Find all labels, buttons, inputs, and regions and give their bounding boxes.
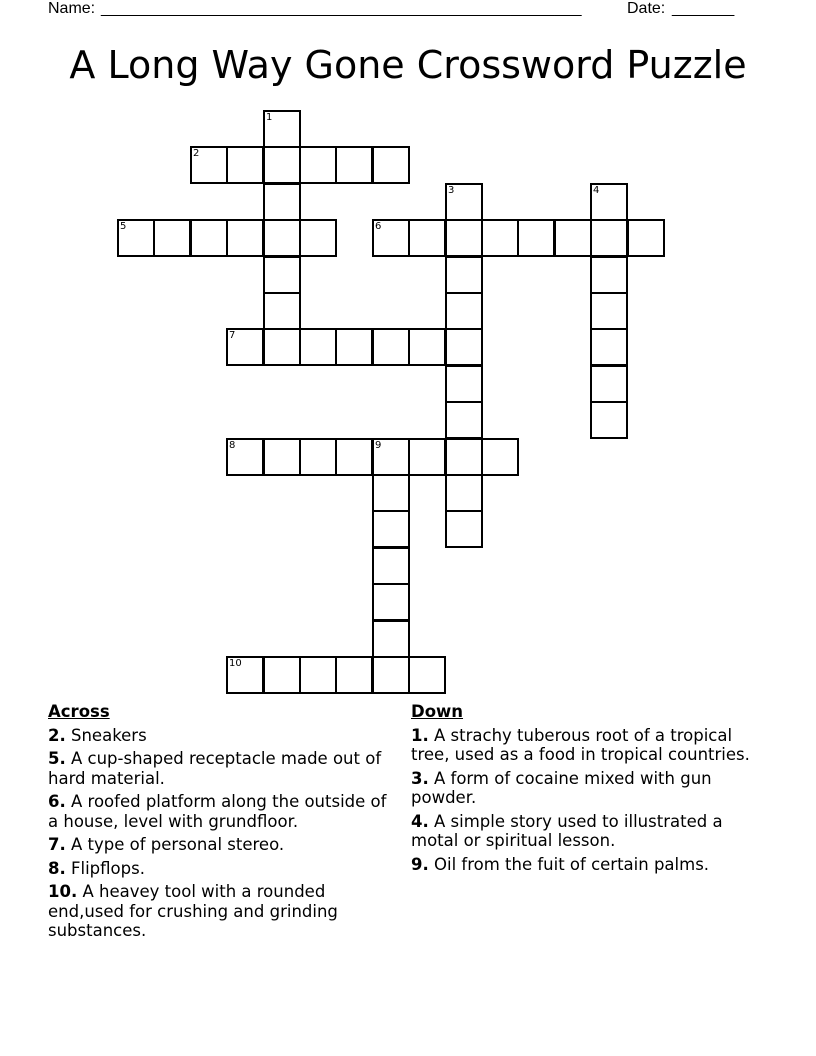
clue-across-2	[48, 726, 393, 746]
clue-number: 1.	[411, 725, 429, 745]
clue-across-8	[48, 859, 393, 879]
crossword-cell[interactable]	[590, 292, 628, 330]
crossword-cell[interactable]	[372, 583, 410, 621]
name-label: Name:	[48, 0, 96, 17]
crossword-cell[interactable]	[372, 474, 410, 512]
clue-text: A simple story used to illustrated a motal or spiritual lesson.	[411, 811, 723, 850]
crossword-cell[interactable]	[372, 219, 410, 257]
clue-number: 5.	[48, 749, 66, 768]
name-blank[interactable]: ______________________________________________________	[101, 0, 582, 17]
page-title: A Long Way Gone Crossword Puzzle	[69, 43, 747, 87]
crossword-cell[interactable]	[372, 656, 410, 694]
crossword-cell[interactable]	[445, 510, 483, 548]
crossword-cell[interactable]	[372, 547, 410, 585]
clue-text: A cup-shaped receptacle made out of hard material.	[48, 749, 382, 788]
crossword-cell[interactable]	[226, 656, 264, 694]
down-heading: Down	[411, 702, 464, 721]
date-blank[interactable]: _______	[672, 0, 735, 17]
crossword-cell[interactable]	[190, 146, 228, 184]
clue-number: 6.	[48, 792, 66, 811]
crossword-cell[interactable]	[445, 474, 483, 512]
cell-number: 4	[593, 185, 600, 196]
crossword-cell[interactable]	[263, 219, 301, 257]
crossword-cell[interactable]	[190, 219, 228, 257]
clue-text: Flipflops.	[71, 858, 145, 878]
cell-number: 1	[266, 112, 273, 123]
cell-number: 5	[120, 221, 127, 232]
crossword-cell[interactable]	[299, 146, 337, 184]
clue-text: Oil from the fuit of certain palms.	[434, 854, 710, 874]
crossword-cell[interactable]	[590, 401, 628, 439]
crossword-cell[interactable]	[590, 256, 628, 294]
crossword-cell[interactable]	[299, 656, 337, 694]
crossword-cell[interactable]	[335, 146, 373, 184]
down-clues	[411, 702, 771, 878]
crossword-cell[interactable]	[299, 328, 337, 366]
clue-across-5	[48, 749, 393, 788]
cell-number: 8	[229, 440, 236, 451]
crossword-cell[interactable]	[263, 328, 301, 366]
clue-text: A roofed platform along the outside of a house, level with grundfloor.	[48, 792, 387, 831]
crossword-cell[interactable]	[263, 256, 301, 294]
cell-number: 9	[375, 440, 382, 451]
crossword-cell[interactable]	[627, 219, 665, 257]
crossword-cell[interactable]	[445, 292, 483, 330]
crossword-cell[interactable]	[408, 328, 446, 366]
crossword-cell[interactable]	[372, 328, 410, 366]
across-clues	[48, 702, 393, 945]
crossword-cell[interactable]	[445, 219, 483, 257]
clue-down-1	[411, 726, 771, 765]
crossword-cell[interactable]	[445, 183, 483, 221]
crossword-cell[interactable]	[590, 365, 628, 403]
clue-text: A form of cocaine mixed with gun powder.	[411, 768, 712, 807]
crossword-cell[interactable]	[481, 219, 519, 257]
crossword-cell[interactable]	[335, 328, 373, 366]
crossword-cell[interactable]	[590, 183, 628, 221]
cell-number: 3	[448, 185, 455, 196]
crossword-cell[interactable]	[590, 328, 628, 366]
crossword-cell[interactable]	[263, 438, 301, 476]
crossword-cell[interactable]	[299, 438, 337, 476]
crossword-cell[interactable]	[226, 219, 264, 257]
clue-text: A type of personal stereo.	[71, 835, 285, 854]
across-heading: Across	[48, 702, 110, 721]
crossword-cell[interactable]	[517, 219, 555, 257]
clue-text: A heavey tool with a rounded end,used for crushing and grinding substances.	[48, 882, 338, 940]
crossword-cell[interactable]	[299, 219, 337, 257]
clue-text: Sneakers	[71, 725, 147, 745]
crossword-cell[interactable]	[408, 438, 446, 476]
clue-number: 10.	[48, 882, 78, 901]
cell-number: 10	[229, 658, 242, 669]
clue-across-6	[48, 792, 393, 831]
clue-text: A strachy tuberous root of a tropical tree, used as a food in tropical countries.	[411, 725, 750, 764]
crossword-cell[interactable]	[263, 183, 301, 221]
crossword-cell[interactable]	[408, 656, 446, 694]
cell-number: 2	[193, 148, 200, 159]
crossword-cell[interactable]	[408, 219, 446, 257]
crossword-cell[interactable]	[590, 219, 628, 257]
date-label: Date:	[627, 0, 666, 17]
crossword-cell[interactable]	[117, 219, 155, 257]
clue-number: 3.	[411, 768, 429, 788]
cell-number: 7	[229, 330, 236, 341]
crossword-cell[interactable]	[445, 438, 483, 476]
crossword-cell[interactable]	[263, 292, 301, 330]
crossword-cell[interactable]	[263, 110, 301, 148]
crossword-cell[interactable]	[445, 401, 483, 439]
clue-down-9	[411, 855, 771, 875]
crossword-cell[interactable]	[445, 365, 483, 403]
clue-number: 4.	[411, 811, 429, 831]
crossword-cell[interactable]	[263, 656, 301, 694]
clue-number: 7.	[48, 835, 66, 854]
crossword-cell[interactable]	[263, 146, 301, 184]
crossword-cell[interactable]	[372, 510, 410, 548]
clue-down-4	[411, 812, 771, 851]
clue-number: 2.	[48, 725, 66, 745]
crossword-cell[interactable]	[554, 219, 592, 257]
cell-number: 6	[375, 221, 382, 232]
clue-down-3	[411, 769, 771, 808]
crossword-cell[interactable]	[372, 620, 410, 658]
crossword-cell[interactable]	[445, 256, 483, 294]
crossword-cell[interactable]	[372, 438, 410, 476]
crossword-cell[interactable]	[153, 219, 191, 257]
crossword-cell[interactable]	[335, 438, 373, 476]
crossword-cell[interactable]	[226, 146, 264, 184]
crossword-cell[interactable]	[335, 656, 373, 694]
crossword-cell[interactable]	[226, 328, 264, 366]
crossword-cell[interactable]	[445, 328, 483, 366]
clue-across-7	[48, 835, 393, 855]
crossword-cell[interactable]	[226, 438, 264, 476]
clue-across-10	[48, 882, 393, 941]
clue-number: 8.	[48, 858, 66, 878]
crossword-cell[interactable]	[372, 146, 410, 184]
clue-number: 9.	[411, 854, 429, 874]
crossword-cell[interactable]	[481, 438, 519, 476]
